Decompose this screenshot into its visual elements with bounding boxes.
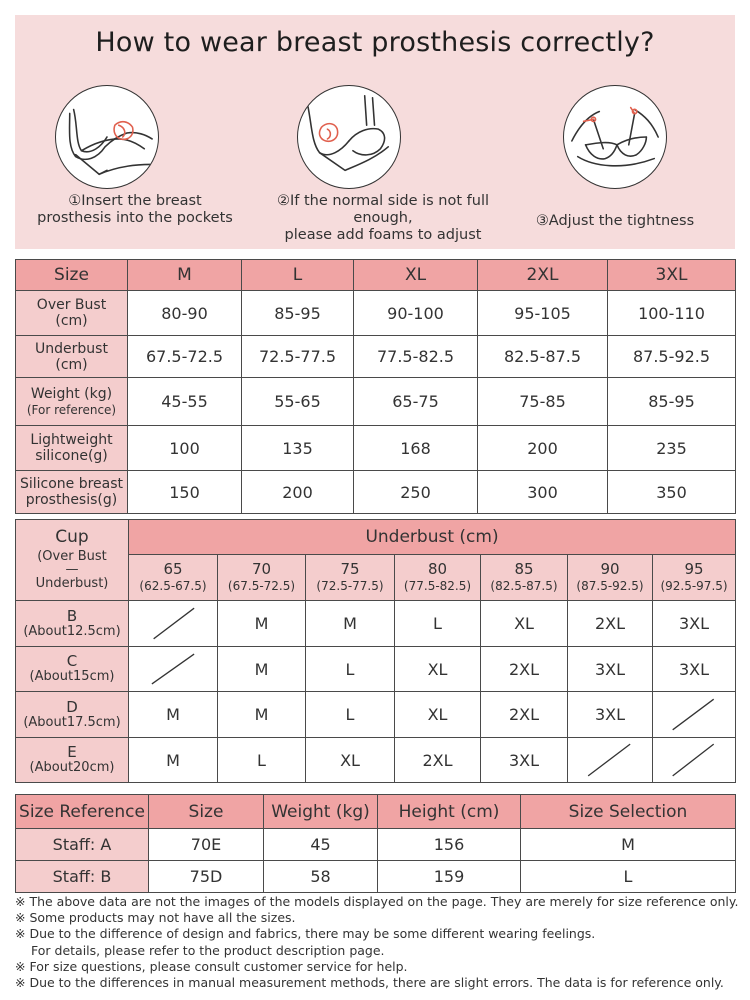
table-cell: 75-85 <box>478 378 608 426</box>
column-value: 95 <box>684 559 704 578</box>
table-cell: 3XL <box>653 647 736 692</box>
reference-header-cell: Size Reference <box>16 795 149 829</box>
row-label: Weight (kg) <box>30 385 113 402</box>
table-cell: 156 <box>378 829 521 861</box>
table-cell: 80-90 <box>128 291 242 336</box>
underbust-column-header <box>481 555 568 601</box>
table-cell: 72.5-77.5 <box>242 336 354 378</box>
step-3-caption <box>495 213 735 230</box>
cup-letter: B <box>66 606 78 625</box>
table-row <box>16 601 736 647</box>
table-cell: 3XL <box>481 738 568 783</box>
column-range: (72.5-77.5) <box>316 578 384 593</box>
table-row <box>16 647 736 692</box>
table-cell: 3XL <box>653 601 736 647</box>
cup-about: (About15cm) <box>29 669 115 684</box>
table-cell: 159 <box>378 861 521 893</box>
not-available-cell <box>129 601 218 647</box>
table-cell: 235 <box>608 426 736 471</box>
cup-dash: — <box>65 562 79 577</box>
adjust-strap-illustration-icon <box>563 85 667 189</box>
table-cell: 70E <box>149 829 264 861</box>
row-sublabel: (cm) <box>55 356 88 373</box>
table-row <box>16 426 736 471</box>
staff-label: Staff: B <box>16 861 149 893</box>
table-cell: 2XL <box>481 692 568 738</box>
column-range: (62.5-67.5) <box>139 578 207 593</box>
size-header-cell: 2XL <box>478 260 608 291</box>
table-cell: 200 <box>242 471 354 514</box>
table-cell: L <box>395 601 481 647</box>
not-available-cell <box>568 738 653 783</box>
underbust-column-header <box>306 555 395 601</box>
underbust-column-header <box>395 555 481 601</box>
reference-header-cell: Weight (kg) <box>264 795 378 829</box>
row-sublabel: silicone(g) <box>35 448 108 464</box>
cup-letter: C <box>66 652 78 670</box>
row-label: Over Bust <box>36 297 107 313</box>
underbust-column-header <box>568 555 653 601</box>
row-header <box>16 471 128 514</box>
cup-row-header <box>16 601 129 647</box>
underbust-column-header <box>218 555 306 601</box>
table-cell: M <box>521 829 736 861</box>
step-2-line-1: ②If the normal side is not full enough, <box>276 193 490 226</box>
table-cell: 100-110 <box>608 291 736 336</box>
diagonal-slash-icon <box>653 692 735 737</box>
cup-row-header <box>16 647 129 692</box>
cup-sublabel-2: Underbust) <box>35 576 109 591</box>
size-reference-table <box>15 794 736 893</box>
table-cell: XL <box>395 647 481 692</box>
table-cell: 45-55 <box>128 378 242 426</box>
cup-row-header <box>16 692 129 738</box>
diagonal-slash-icon <box>129 601 217 646</box>
cup-about: (About17.5cm) <box>23 714 121 730</box>
table-cell: 200 <box>478 426 608 471</box>
table-cell: XL <box>306 738 395 783</box>
table-row <box>16 829 736 861</box>
table-cell: L <box>218 738 306 783</box>
note-line: For details, please refer to the product description page. <box>31 942 385 958</box>
insert-prosthesis-illustration-icon <box>55 85 159 189</box>
how-to-title: How to wear breast prosthesis correctly? <box>95 27 655 58</box>
underbust-header: Underbust (cm) <box>129 520 736 555</box>
table-cell: 67.5-72.5 <box>128 336 242 378</box>
not-available-cell <box>653 692 736 738</box>
size-header-cell: 3XL <box>608 260 736 291</box>
column-range: (87.5-92.5) <box>576 578 644 593</box>
table-cell: 3XL <box>568 647 653 692</box>
cup-about: (About20cm) <box>29 760 115 775</box>
table-cell: L <box>306 647 395 692</box>
note-line: ※ The above data are not the images of the models displayed on the page. They are merely for size reference only. <box>15 894 739 909</box>
note-line: ※ For size questions, please consult customer service for help. <box>15 958 408 974</box>
column-value: 85 <box>514 559 534 578</box>
table-cell: 150 <box>128 471 242 514</box>
cup-letter: D <box>66 697 78 716</box>
table-cell: 75D <box>149 861 264 893</box>
table-cell: M <box>306 601 395 647</box>
size-header-cell: M <box>128 260 242 291</box>
table-cell: 250 <box>354 471 478 514</box>
note-line: ※ Some products may not have all the sizes. <box>15 910 296 926</box>
add-foam-illustration-icon <box>297 85 401 189</box>
table-cell: 77.5-82.5 <box>354 336 478 378</box>
reference-header-cell: Height (cm) <box>378 795 521 829</box>
table-cell: 87.5-92.5 <box>608 336 736 378</box>
reference-header-cell: Size Selection <box>521 795 736 829</box>
table-cell: 45 <box>264 829 378 861</box>
table-row <box>16 378 736 426</box>
step-3-line-1: ③Adjust the tightness <box>535 213 695 229</box>
underbust-column-header <box>653 555 736 601</box>
column-range: (92.5-97.5) <box>660 578 728 593</box>
table-cell: 168 <box>354 426 478 471</box>
note-line: ※ Due to the difference of design and fabrics, there may be some different wearing feelings. <box>15 926 596 942</box>
size-header-cell: L <box>242 260 354 291</box>
row-sublabel: prosthesis(g) <box>25 492 118 508</box>
table-cell: 300 <box>478 471 608 514</box>
table-cell: L <box>521 861 736 893</box>
diagonal-slash-icon <box>568 738 652 782</box>
table-cell: 85-95 <box>608 378 736 426</box>
table-cell: 3XL <box>568 692 653 738</box>
size-header-cell: XL <box>354 260 478 291</box>
size-header-row <box>16 260 736 291</box>
table-cell: 90-100 <box>354 291 478 336</box>
table-cell: M <box>129 738 218 783</box>
table-cell: M <box>218 647 306 692</box>
cup-row-header <box>16 738 129 783</box>
table-cell: M <box>218 692 306 738</box>
column-range: (67.5-72.5) <box>227 578 296 593</box>
size-chart-table <box>15 259 736 514</box>
notes-section <box>15 894 745 991</box>
row-header <box>16 378 128 426</box>
table-cell: M <box>218 601 306 647</box>
step-2-line-2: please add foams to adjust <box>284 227 482 243</box>
table-cell: M <box>129 692 218 738</box>
column-value: 80 <box>427 559 448 578</box>
cup-sublabel-1: (Over Bust <box>37 549 107 564</box>
not-available-cell <box>653 738 736 783</box>
table-cell: 58 <box>264 861 378 893</box>
table-cell: 350 <box>608 471 736 514</box>
column-range: (82.5-87.5) <box>490 578 558 593</box>
column-value: 70 <box>251 559 272 578</box>
row-header <box>16 291 128 336</box>
note-line: ※ Due to the differences in manual measurement methods, there are slight errors. The data is for reference only. <box>15 975 724 991</box>
table-cell: 100 <box>128 426 242 471</box>
cup-label: Cup <box>55 527 89 547</box>
column-value: 75 <box>340 559 360 578</box>
column-range: (77.5-82.5) <box>403 578 472 593</box>
table-cell: 95-105 <box>478 291 608 336</box>
step-1-line-2: prosthesis into the pockets <box>37 210 233 226</box>
table-cell: 82.5-87.5 <box>478 336 608 378</box>
row-sublabel: (cm) <box>55 313 88 329</box>
table-cell: XL <box>395 692 481 738</box>
row-label: Underbust <box>35 340 108 357</box>
reference-header-cell: Size <box>149 795 264 829</box>
size-header-label: Size <box>16 260 128 291</box>
row-header <box>16 426 128 471</box>
table-cell: XL <box>481 601 568 647</box>
table-row <box>16 738 736 783</box>
diagonal-slash-icon <box>129 647 217 691</box>
table-row <box>16 291 736 336</box>
cup-size-table <box>15 519 736 783</box>
table-cell: 65-75 <box>354 378 478 426</box>
table-row <box>16 692 736 738</box>
step-1-line-1: ①Insert the breast <box>68 193 202 209</box>
table-cell: 85-95 <box>242 291 354 336</box>
diagonal-slash-icon <box>653 738 735 782</box>
staff-label: Staff: A <box>16 829 149 861</box>
table-cell: 2XL <box>568 601 653 647</box>
row-label: Lightweight <box>30 432 113 448</box>
column-value: 90 <box>600 559 620 578</box>
table-cell: 135 <box>242 426 354 471</box>
row-sublabel: (For reference) <box>26 402 117 417</box>
not-available-cell <box>129 647 218 692</box>
table-row <box>16 336 736 378</box>
step-2-caption <box>263 193 503 244</box>
how-to-wear-panel <box>15 15 735 249</box>
table-row <box>16 471 736 514</box>
table-cell: L <box>306 692 395 738</box>
table-cell: 55-65 <box>242 378 354 426</box>
column-value: 65 <box>163 559 183 578</box>
table-row <box>16 861 736 893</box>
cup-header-row <box>16 520 736 555</box>
cup-header <box>16 520 129 601</box>
table-cell: 2XL <box>481 647 568 692</box>
step-1-caption <box>15 193 255 227</box>
cup-about: (About12.5cm) <box>23 623 121 639</box>
cup-letter: E <box>67 743 77 761</box>
table-cell: 2XL <box>395 738 481 783</box>
reference-header-row <box>16 795 736 829</box>
row-header <box>16 336 128 378</box>
row-label: Silicone breast <box>19 476 124 492</box>
underbust-column-header <box>129 555 218 601</box>
